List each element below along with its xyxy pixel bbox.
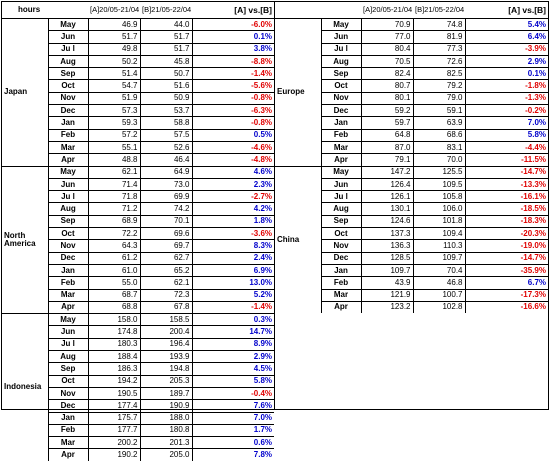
value-b-cell: 79.0 [413,92,465,104]
value-a-cell: 158.0 [88,314,140,326]
diff-cell: -0.8% [192,92,274,104]
value-a-cell: 72.2 [88,228,140,240]
diff-cell: -1.4% [192,68,274,80]
col-b-header: [B]21/05-22/04 [142,5,192,15]
diff-cell: -0.8% [192,117,274,129]
region-label: Japan [2,19,48,167]
diff-cell: -3.6% [192,228,274,240]
value-b-cell: 70.1 [140,215,192,227]
month-cell: Oct [48,375,88,387]
diff-cell: -14.7% [465,252,548,264]
value-a-cell: 123.2 [361,301,413,313]
value-b-cell: 205.0 [140,449,192,461]
left-table-body [2,2,274,461]
value-a-cell: 70.5 [361,55,413,67]
value-b-cell: 205.3 [140,375,192,387]
month-cell: Feb [321,129,361,141]
value-a-cell: 177.7 [88,424,140,436]
value-a-cell: 48.8 [88,154,140,166]
diff-cell: -0.2% [465,105,548,117]
month-cell: Oct [321,80,361,92]
month-cell: Nov [321,240,361,252]
diff-cell: -6.3% [192,105,274,117]
value-b-cell: 109.5 [413,178,465,190]
diff-cell: 7.0% [465,117,548,129]
month-cell: Sep [321,215,361,227]
month-cell: May [321,166,361,178]
value-b-cell: 77.3 [413,43,465,55]
hours-comparison-sheet [1,1,549,460]
value-a-cell: 130.1 [361,203,413,215]
value-a-cell: 64.8 [361,129,413,141]
value-a-cell: 51.9 [88,92,140,104]
diff-cell: -11.5% [465,154,548,166]
right-table-body [275,2,548,313]
month-cell: Jun [48,326,88,338]
value-a-cell: 136.3 [361,240,413,252]
value-a-cell: 43.9 [361,277,413,289]
value-b-cell: 109.4 [413,228,465,240]
value-b-cell: 50.9 [140,92,192,104]
diff-cell: 5.4% [465,19,548,31]
value-b-cell: 69.9 [140,191,192,203]
value-b-cell: 53.7 [140,105,192,117]
value-b-cell: 67.8 [140,301,192,313]
month-cell: Oct [48,80,88,92]
value-b-cell: 72.3 [140,289,192,301]
value-a-cell: 137.3 [361,228,413,240]
value-a-cell: 61.0 [88,264,140,276]
month-cell: Ju l [48,43,88,55]
month-cell: May [48,19,88,31]
value-a-cell: 77.0 [361,31,413,43]
region-label: China [275,166,321,313]
header-row [2,2,274,19]
diff-cell: -17.3% [465,289,548,301]
diff-cell: 6.7% [465,277,548,289]
diff-cell: 3.8% [192,43,274,55]
value-b-cell: 102.8 [413,301,465,313]
value-a-cell: 80.7 [361,80,413,92]
hours-label: hours [18,5,41,14]
month-cell: Mar [321,289,361,301]
value-a-cell: 79.1 [361,154,413,166]
value-b-cell: 105.8 [413,191,465,203]
value-b-cell: 196.4 [140,338,192,350]
diff-cell: -16.6% [465,301,548,313]
month-cell: Dec [321,105,361,117]
value-b-cell: 58.8 [140,117,192,129]
diff-cell: -18.5% [465,203,548,215]
diff-cell: 5.8% [465,129,548,141]
month-cell: Jan [48,412,88,424]
diff-cell: 5.2% [192,289,274,301]
region-label: Indonesia [2,314,48,461]
value-b-cell: 52.6 [140,141,192,153]
col-diff-header: [A] vs.[B] [508,4,546,15]
month-cell: Feb [48,277,88,289]
value-b-cell: 46.8 [413,277,465,289]
diff-cell: -5.6% [192,80,274,92]
value-a-cell: 68.9 [88,215,140,227]
value-a-cell: 59.2 [361,105,413,117]
value-b-cell: 190.9 [140,400,192,412]
value-a-cell: 188.4 [88,351,140,363]
diff-cell: -0.4% [192,387,274,399]
month-cell: Nov [48,387,88,399]
value-b-cell: 72.6 [413,55,465,67]
header-spacer [275,2,361,19]
diff-cell: 7.0% [192,412,274,424]
diff-cell: 1.8% [192,215,274,227]
value-b-cell: 109.7 [413,252,465,264]
value-b-cell: 188.0 [140,412,192,424]
month-cell: Nov [48,240,88,252]
month-cell: Apr [321,154,361,166]
diff-cell: -8.8% [192,55,274,67]
value-b-cell: 57.5 [140,129,192,141]
month-cell: Apr [321,301,361,313]
value-a-cell: 126.1 [361,191,413,203]
value-a-cell: 71.4 [88,178,140,190]
month-cell: Jan [321,264,361,276]
diff-cell: -16.1% [465,191,548,203]
diff-cell: 0.1% [192,31,274,43]
region-label: Europe [275,19,321,167]
value-a-cell: 71.2 [88,203,140,215]
value-b-cell: 106.0 [413,203,465,215]
value-a-cell: 180.3 [88,338,140,350]
value-b-cell: 64.9 [140,166,192,178]
value-a-cell: 87.0 [361,141,413,153]
value-b-cell: 51.7 [140,43,192,55]
value-a-cell: 200.2 [88,437,140,449]
diff-cell: -1.3% [465,92,548,104]
month-cell: Aug [48,55,88,67]
diff-cell: 2.4% [192,252,274,264]
value-b-cell: 194.8 [140,363,192,375]
diff-cell: -14.7% [465,166,548,178]
value-b-cell: 70.0 [413,154,465,166]
value-a-cell: 174.8 [88,326,140,338]
value-a-cell: 121.9 [361,289,413,301]
month-cell: Feb [48,129,88,141]
value-b-cell: 70.4 [413,264,465,276]
month-cell: Apr [48,301,88,313]
diff-cell: -3.9% [465,43,548,55]
col-b-header: [B]21/05-22/04 [415,5,465,15]
value-b-cell: 51.6 [140,80,192,92]
value-a-cell: 57.3 [88,105,140,117]
diff-cell: -2.7% [192,191,274,203]
month-cell: Aug [48,351,88,363]
value-a-cell: 124.6 [361,215,413,227]
value-a-cell: 109.7 [361,264,413,276]
diff-cell: -4.8% [192,154,274,166]
month-cell: Oct [48,228,88,240]
value-a-cell: 190.2 [88,449,140,461]
value-a-cell: 175.7 [88,412,140,424]
value-b-cell: 189.7 [140,387,192,399]
diff-cell: 8.9% [192,338,274,350]
month-cell: May [48,166,88,178]
month-cell: Jan [321,117,361,129]
value-a-cell: 128.5 [361,252,413,264]
diff-cell: 1.7% [192,424,274,436]
value-a-cell: 194.2 [88,375,140,387]
month-cell: Dec [48,400,88,412]
diff-cell: -13.3% [465,178,548,190]
month-cell: Jun [321,31,361,43]
month-cell: Sep [48,215,88,227]
value-b-cell: 74.2 [140,203,192,215]
value-b-cell: 62.7 [140,252,192,264]
value-b-cell: 100.7 [413,289,465,301]
value-b-cell: 73.0 [140,178,192,190]
value-b-cell: 46.4 [140,154,192,166]
region-label: North America [2,166,48,314]
diff-cell: 5.8% [192,375,274,387]
value-a-cell: 80.1 [361,92,413,104]
month-cell: Apr [48,449,88,461]
value-b-cell: 69.6 [140,228,192,240]
diff-cell: 0.3% [192,314,274,326]
col-a-header: [A]20/05-21/04 [363,5,413,15]
month-cell: Sep [48,363,88,375]
value-b-cell: 125.5 [413,166,465,178]
table-row [2,166,274,178]
value-b-cell: 51.7 [140,31,192,43]
diff-cell: -6.0% [192,19,274,31]
value-b-cell: 201.3 [140,437,192,449]
diff-cell: -18.3% [465,215,548,227]
value-a-cell: 55.1 [88,141,140,153]
value-b-cell: 193.9 [140,351,192,363]
value-b-cell: 59.1 [413,105,465,117]
value-b-cell: 158.5 [140,314,192,326]
value-a-cell: 82.4 [361,68,413,80]
month-cell: Dec [48,252,88,264]
diff-cell: 7.6% [192,400,274,412]
diff-cell: -20.3% [465,228,548,240]
diff-cell: -1.8% [465,80,548,92]
value-a-cell: 68.8 [88,301,140,313]
value-b-cell: 45.8 [140,55,192,67]
diff-cell: 0.5% [192,129,274,141]
diff-cell: -35.9% [465,264,548,276]
value-b-cell: 82.5 [413,68,465,80]
month-cell: Dec [48,105,88,117]
value-a-cell: 51.7 [88,31,140,43]
value-a-cell: 147.2 [361,166,413,178]
month-cell: Jun [48,31,88,43]
diff-cell: -1.4% [192,301,274,313]
value-b-cell: 68.6 [413,129,465,141]
month-cell: Ju l [48,338,88,350]
value-a-cell: 50.2 [88,55,140,67]
value-a-cell: 62.1 [88,166,140,178]
month-cell: Ju l [321,191,361,203]
value-a-cell: 186.3 [88,363,140,375]
left-table [2,2,274,461]
month-cell: Jun [321,178,361,190]
month-cell: Mar [48,141,88,153]
value-a-cell: 46.9 [88,19,140,31]
value-b-cell: 74.8 [413,19,465,31]
value-a-cell: 70.9 [361,19,413,31]
month-cell: Mar [48,289,88,301]
value-a-cell: 126.4 [361,178,413,190]
month-cell: Jun [48,178,88,190]
value-a-cell: 59.3 [88,117,140,129]
right-table [275,2,548,313]
value-a-cell: 80.4 [361,43,413,55]
diff-cell: 4.5% [192,363,274,375]
month-cell: Mar [321,141,361,153]
diff-cell: 6.4% [465,31,548,43]
diff-cell: -19.0% [465,240,548,252]
value-b-cell: 101.8 [413,215,465,227]
diff-cell: 8.3% [192,240,274,252]
diff-cell: 2.3% [192,178,274,190]
month-cell: Aug [321,55,361,67]
value-b-cell: 65.2 [140,264,192,276]
month-cell: Apr [48,154,88,166]
diff-cell: 13.0% [192,277,274,289]
value-a-cell: 57.2 [88,129,140,141]
month-cell: May [321,19,361,31]
value-b-cell: 62.1 [140,277,192,289]
value-a-cell: 71.8 [88,191,140,203]
month-cell: Mar [48,437,88,449]
col-diff-header: [A] vs.[B] [234,4,273,15]
diff-cell: -4.6% [192,141,274,153]
diff-cell: 2.9% [192,351,274,363]
col-a-header: [A]20/05-21/04 [90,5,140,15]
month-cell: May [48,314,88,326]
value-a-cell: 64.3 [88,240,140,252]
value-a-cell: 55.0 [88,277,140,289]
value-b-cell: 63.9 [413,117,465,129]
value-a-cell: 190.5 [88,387,140,399]
value-a-cell: 51.4 [88,68,140,80]
month-cell: Feb [48,424,88,436]
month-cell: Oct [321,228,361,240]
value-a-cell: 49.8 [88,43,140,55]
diff-cell: 4.6% [192,166,274,178]
diff-cell: 0.6% [192,437,274,449]
table-row [2,314,274,326]
month-cell: Nov [48,92,88,104]
month-cell: Sep [321,68,361,80]
diff-cell: 6.9% [192,264,274,276]
diff-cell: 7.8% [192,449,274,461]
month-cell: Dec [321,252,361,264]
month-cell: Ju l [321,43,361,55]
table-row [2,19,274,31]
value-b-cell: 50.7 [140,68,192,80]
header-row [275,2,548,19]
value-b-cell: 110.3 [413,240,465,252]
value-a-cell: 54.7 [88,80,140,92]
table-row [275,19,548,31]
value-b-cell: 83.1 [413,141,465,153]
month-cell: Sep [48,68,88,80]
diff-cell: 2.9% [465,55,548,67]
month-cell: Nov [321,92,361,104]
month-cell: Aug [321,203,361,215]
value-a-cell: 59.7 [361,117,413,129]
value-a-cell: 177.4 [88,400,140,412]
month-cell: Jan [48,264,88,276]
value-a-cell: 68.7 [88,289,140,301]
month-cell: Jan [48,117,88,129]
value-b-cell: 81.9 [413,31,465,43]
value-b-cell: 180.8 [140,424,192,436]
table-row [275,166,548,178]
diff-cell: 0.1% [465,68,548,80]
value-b-cell: 200.4 [140,326,192,338]
diff-cell: 14.7% [192,326,274,338]
value-b-cell: 79.2 [413,80,465,92]
diff-cell: 4.2% [192,203,274,215]
month-cell: Aug [48,203,88,215]
value-b-cell: 44.0 [140,19,192,31]
value-a-cell: 61.2 [88,252,140,264]
diff-cell: -4.4% [465,141,548,153]
value-b-cell: 69.7 [140,240,192,252]
month-cell: Feb [321,277,361,289]
month-cell: Ju l [48,191,88,203]
